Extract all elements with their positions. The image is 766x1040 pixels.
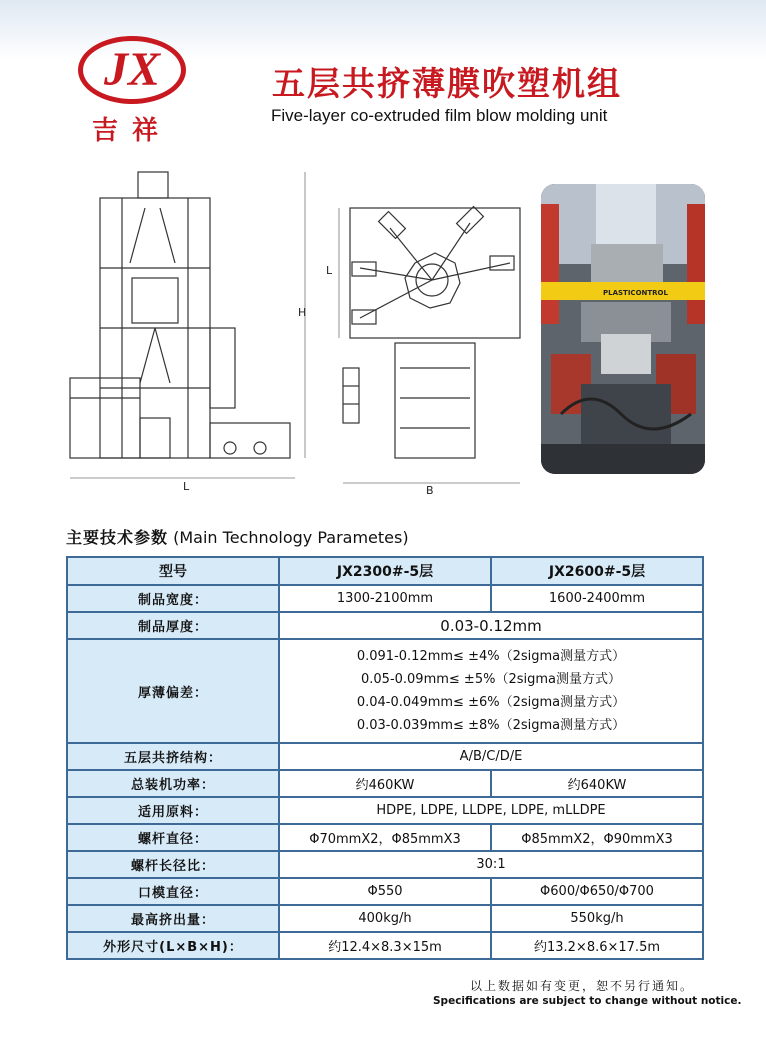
spec-section-title	[66, 525, 409, 548]
row-label: 厚薄偏差：	[67, 639, 279, 743]
deviation-line: 0.05-0.09mm≤ ±5%（2sigma测量方式）	[361, 672, 621, 687]
row-label: 总装机功率：	[67, 770, 279, 797]
cell-value: 1300-2100mm	[279, 585, 491, 612]
table-row	[67, 824, 703, 851]
cell-value: 1600-2400mm	[491, 585, 703, 612]
disclaimer-en: Specifications are subject to change without notice.	[433, 995, 742, 1007]
plan-label-l: L	[326, 264, 333, 277]
spec-table	[66, 556, 704, 960]
table-row	[67, 770, 703, 797]
plan-label-b: B	[426, 484, 434, 496]
machine-photo	[541, 184, 705, 474]
table-row	[67, 797, 703, 824]
deviation-line: 0.03-0.039mm≤ ±8%（2sigma测量方式）	[356, 718, 626, 733]
table-row	[67, 639, 703, 743]
cell-value: 约12.4×8.3×15m	[279, 932, 491, 959]
row-label: 制品厚度：	[67, 612, 279, 639]
front-label-l: L	[183, 480, 190, 493]
table-row	[67, 905, 703, 932]
cell-value: A/B/C/D/E	[279, 743, 703, 770]
table-row	[67, 585, 703, 612]
disclaimer-cn: 以上数据如有变更，恕不另行通知。	[470, 979, 695, 993]
spec-title-en: (Main Technology Parametes)	[173, 528, 409, 547]
row-label: 适用原料：	[67, 797, 279, 824]
table-header-row	[67, 557, 703, 585]
row-label: 五层共挤结构：	[67, 743, 279, 770]
cell-value: 约640KW	[491, 770, 703, 797]
row-label: 制品宽度：	[67, 585, 279, 612]
table-row	[67, 878, 703, 905]
company-logo	[74, 32, 194, 146]
page-title-en: Five-layer co-extruded film blow molding unit	[271, 106, 608, 125]
photo-sign-text: PLASTICONTROL	[603, 289, 668, 297]
cell-value: Φ600/Φ650/Φ700	[491, 878, 703, 905]
front-label-h: H	[298, 306, 307, 319]
table-row	[67, 612, 703, 639]
logo-mark: JX	[103, 43, 160, 96]
cell-value: HDPE, LDPE, LLDPE, LDPE, mLLDPE	[279, 797, 703, 824]
cell-value: 约460KW	[279, 770, 491, 797]
header-jx2300: JX2300#-5层	[279, 557, 491, 585]
row-label: 外形尺寸(L×B×H)：	[67, 932, 279, 959]
page-title-cn: 五层共挤薄膜吹塑机组	[272, 64, 622, 103]
cell-value: Φ70mmX2，Φ85mmX3	[279, 824, 491, 851]
header-model: 型号	[67, 557, 279, 585]
header-jx2600: JX2600#-5层	[491, 557, 703, 585]
row-label: 最高挤出量：	[67, 905, 279, 932]
cell-value: 550kg/h	[491, 905, 703, 932]
thickness-deviation-cell	[279, 639, 703, 743]
cell-value: Φ85mmX2，Φ90mmX3	[491, 824, 703, 851]
row-label: 口模直径：	[67, 878, 279, 905]
row-label: 螺杆长径比：	[67, 851, 279, 878]
technical-drawings	[60, 168, 526, 496]
cell-value: 0.03-0.12mm	[279, 612, 703, 639]
cell-value: 30:1	[279, 851, 703, 878]
front-elevation-drawing	[70, 172, 305, 478]
table-row	[67, 743, 703, 770]
deviation-line: 0.04-0.049mm≤ ±6%（2sigma测量方式）	[356, 695, 626, 710]
row-label: 螺杆直径：	[67, 824, 279, 851]
plan-view-drawing	[339, 207, 520, 483]
cell-value: Φ550	[279, 878, 491, 905]
logo-name: 吉祥	[91, 116, 172, 146]
cell-value: 约13.2×8.6×17.5m	[491, 932, 703, 959]
table-row	[67, 932, 703, 959]
deviation-line: 0.091-0.12mm≤ ±4%（2sigma测量方式）	[356, 649, 626, 664]
cell-value: 400kg/h	[279, 905, 491, 932]
table-row	[67, 851, 703, 878]
spec-title-cn: 主要技术参数	[66, 528, 169, 547]
